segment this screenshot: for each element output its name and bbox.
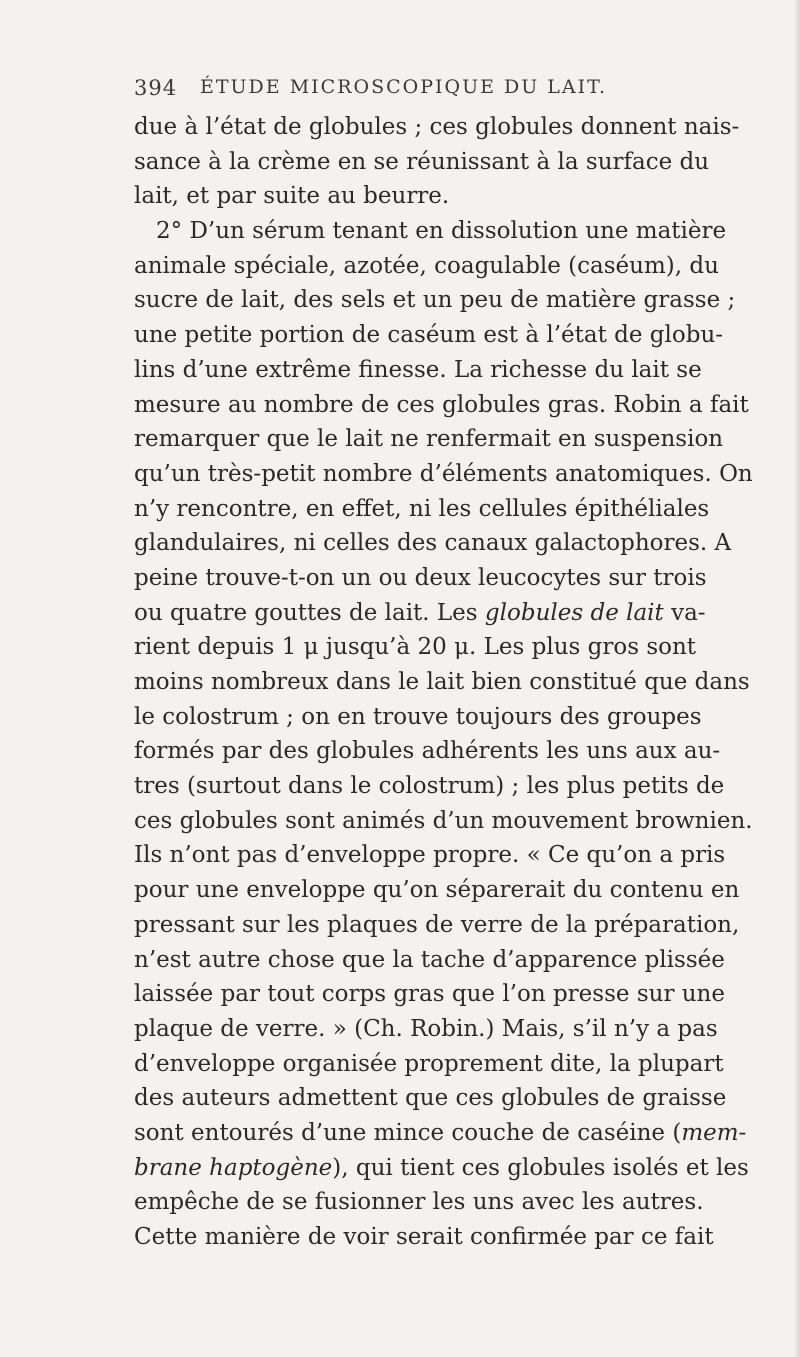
text-line: n’y rencontre, en effet, ni les cellules épithéliales (134, 495, 710, 522)
text-line: Cette manière de voir serait confirmée par ce fait (134, 1224, 714, 1250)
text-line: mesure au nombre de ces globules gras. Robin a fait (134, 391, 749, 418)
text-line: animale spéciale, azotée, coagulable (caséum), du (134, 252, 719, 279)
italic-term: brane haptogène (134, 1154, 333, 1181)
text-segment: ), qui tient ces globules isolés et les (332, 1154, 749, 1181)
body-text (134, 110, 753, 1255)
text-line: qu’un très-petit nombre d’éléments anatomiques. On (134, 460, 753, 487)
text-line: sucre de lait, des sels et un peu de matière grasse ; (134, 287, 736, 314)
text-line: Ils n’ont pas d’enveloppe propre. « Ce qu’on a pris (134, 842, 726, 869)
text-line: d’enveloppe organisée proprement dite, la plupart (134, 1050, 724, 1077)
text-line: moins nombreux dans le lait bien constitué que dans (134, 669, 750, 695)
text-line: remarquer que le lait ne renfermait en suspension (134, 426, 724, 453)
text-line (134, 596, 706, 631)
text-line: formés par des globules adhérents les uns aux au- (134, 738, 721, 765)
running-title: ÉTUDE MICROSCOPIQUE DU LAIT. (200, 76, 608, 98)
text-segment: ou quatre gouttes de lait. Les (134, 599, 478, 626)
page-edge-shadow (794, 0, 800, 1357)
text-line: empêche de se fusionner les uns avec les autres. (134, 1189, 704, 1216)
text-segment: sont entourés d’une mince couche de caséine ( (134, 1119, 682, 1146)
text-line (134, 1116, 747, 1151)
text-line: rient depuis 1 μ jusqu’à 20 μ. Les plus gros sont (134, 634, 697, 661)
text-line: plaque de verre. » (Ch. Robin.) Mais, s’il n’y a pas (134, 1015, 718, 1042)
page-header (134, 76, 654, 106)
text-line: n’est autre chose que la tache d’apparence plissée (134, 946, 725, 973)
text-line: lins d’une extrême finesse. La richesse du lait se (134, 356, 702, 383)
text-line: due à l’état de globules ; ces globules donnent nais- (134, 114, 740, 140)
text-line: tres (surtout dans le colostrum) ; les plus petits de (134, 773, 725, 800)
text-line: des auteurs admettent que ces globules de graisse (134, 1085, 727, 1112)
text-line: ces globules sont animés d’un mouvement brownien. (134, 807, 753, 834)
italic-term: globules de lait (484, 599, 664, 626)
text-line: sance à la crème en se réunissant à la surface du (134, 148, 710, 175)
text-segment: va- (671, 599, 706, 626)
text-line: glandulaires, ni celles des canaux galactophores. A (134, 530, 732, 557)
text-line (134, 1151, 749, 1186)
text-line: une petite portion de caséum est à l’état de globu- (134, 322, 724, 349)
text-line: pour une enveloppe qu’on séparerait du contenu en (134, 877, 740, 904)
text-line: peine trouve-t-on un ou deux leucocytes sur trois (134, 564, 707, 591)
italic-term: mem- (681, 1119, 747, 1146)
text-line: 2° D’un sérum tenant en dissolution une matière (156, 218, 727, 245)
text-line: laissée par tout corps gras que l’on presse sur une (134, 981, 725, 1008)
page-number: 394 (134, 76, 178, 100)
text-line: pressant sur les plaques de verre de la préparation, (134, 911, 740, 938)
text-line: lait, et par suite au beurre. (134, 183, 450, 210)
text-line: le colostrum ; on en trouve toujours des groupes (134, 703, 702, 730)
